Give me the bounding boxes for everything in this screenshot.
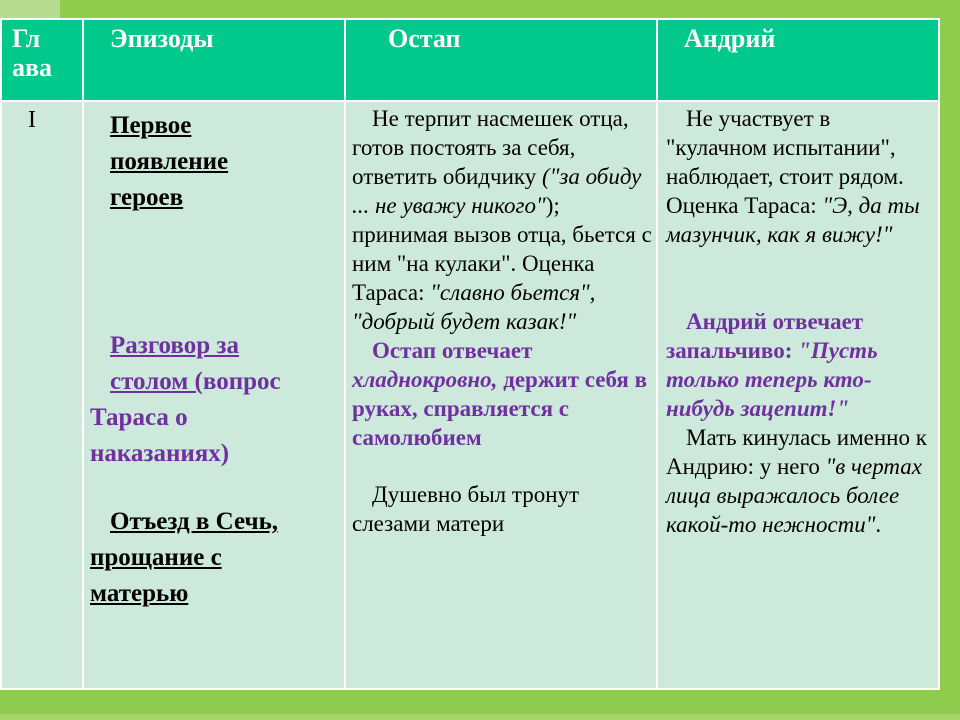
andriy-cell xyxy=(657,101,939,689)
episode-departure xyxy=(90,504,340,612)
chapter-cell xyxy=(1,101,83,689)
ostap-p1-text1: Не терпит насмешек отца, готов постоять за себя, ответить обидчику xyxy=(352,106,629,189)
episode-first-line3: героев xyxy=(110,184,184,211)
episode-first-appearance xyxy=(90,108,340,216)
header-ostap: Остап xyxy=(345,19,657,101)
ostap-p2-italic: хладнокровно, xyxy=(352,367,498,392)
ostap-paragraph-2 xyxy=(352,336,652,452)
spacer xyxy=(352,452,652,480)
episode-talk-line1: Разговор за xyxy=(110,332,239,359)
header-episodes: Эпизоды xyxy=(83,19,345,101)
header-chapter-line1: Гл xyxy=(12,24,41,53)
header-andriy: Андрий xyxy=(657,19,939,101)
ostap-p2-text1: Остап отвечает xyxy=(372,338,533,363)
ostap-cell xyxy=(345,101,657,689)
episode-talk-line3: Тараса о xyxy=(90,404,188,431)
ostap-p2-text2: держит себя в руках, справляется с самолюбием xyxy=(352,367,648,450)
andriy-p3-italic: "в чертах лица выражалось более какой-то нежности" xyxy=(666,454,923,537)
andriy-paragraph-1 xyxy=(666,104,934,249)
andriy-p2-italic: "Пусть только теперь кто-нибудь зацепит!" xyxy=(666,338,878,421)
chapter-number: I xyxy=(28,107,36,133)
episode-table-talk xyxy=(90,328,340,472)
episode-leave-line3: матерью xyxy=(90,580,189,607)
table-row xyxy=(1,101,939,689)
episode-first-line2: появление xyxy=(110,148,229,175)
episodes-cell xyxy=(83,101,345,689)
header-chapter xyxy=(1,19,83,101)
andriy-p3-text2: . xyxy=(875,512,882,537)
andriy-p1-italic: "Э, да ты мазунчик, как я вижу!" xyxy=(666,193,920,247)
header-row xyxy=(1,19,939,101)
ostap-p1-italic2: "славно бьется", "добрый будет казак!" xyxy=(352,280,596,334)
andriy-paragraph-2 xyxy=(666,307,934,423)
episode-leave-line2: прощание с xyxy=(90,544,222,571)
header-chapter-line2: ава xyxy=(12,53,53,82)
characters-table xyxy=(0,18,940,690)
ostap-p1-text2: ); принимая вызов отца, бьется с ним "на кулаки". Оценка Тараса: xyxy=(352,193,652,305)
andriy-paragraph-3 xyxy=(666,423,934,539)
episode-talk-line4: наказаниях) xyxy=(90,440,230,467)
episode-talk-line2b: вопрос xyxy=(202,368,281,395)
episode-leave-line1: Отъезд в Сечь, xyxy=(110,508,279,535)
bottom-strip xyxy=(0,714,960,720)
episode-first-line1: Первое xyxy=(110,112,192,139)
spacer xyxy=(666,249,934,307)
andriy-p3-text1: Мать кинулась именно к Андрию: у него xyxy=(666,425,927,479)
ostap-p1-italic1: ("за обиду ... не уважу никого" xyxy=(352,164,642,218)
ostap-paragraph-3 xyxy=(352,480,652,538)
episode-talk-line2a: столом ( xyxy=(110,368,203,395)
andriy-p1-text1: Не участвует в "кулачном испытании", наблюдает, стоит рядом. Оценка Тараса: xyxy=(666,106,904,218)
ostap-paragraph-1 xyxy=(352,104,652,336)
andriy-p2-text1: Андрий отвечает запальчиво: xyxy=(666,309,864,363)
ostap-p3-text: Душевно был тронут слезами матери xyxy=(352,482,580,536)
